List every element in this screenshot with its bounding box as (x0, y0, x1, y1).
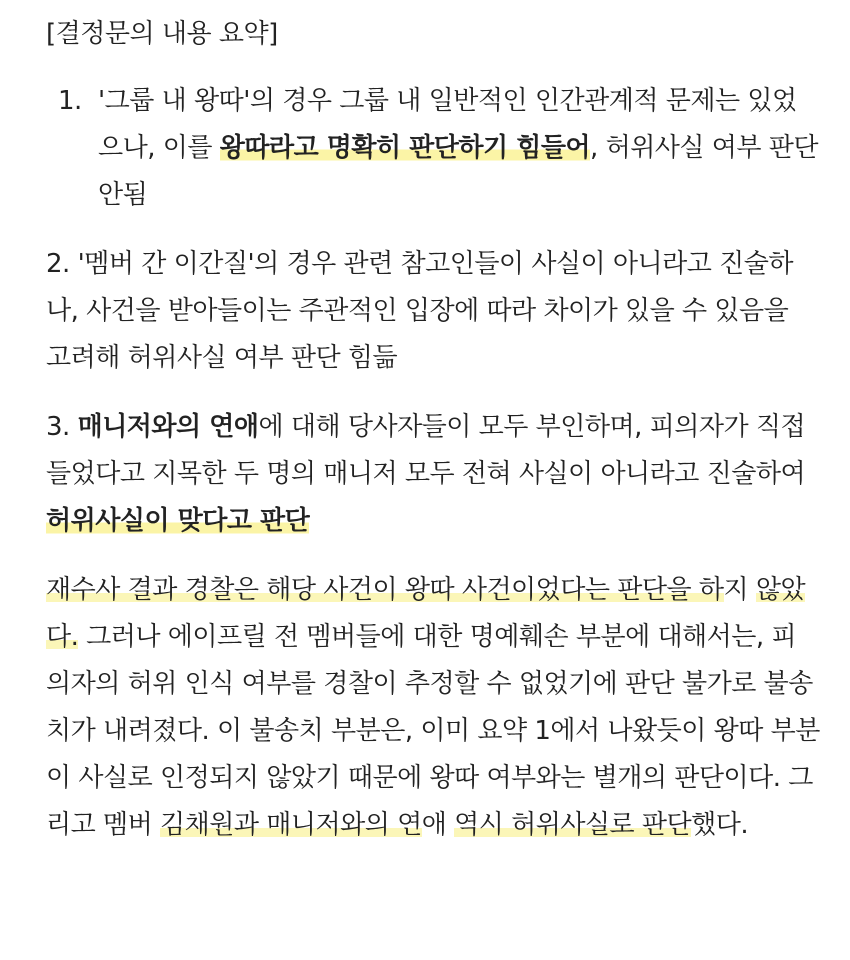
bold-text: 매니저와의 연애 (77, 412, 259, 442)
item-text-part: , 허위사실 여부 판단 안됨 (98, 133, 819, 210)
summary-item-2 (46, 241, 820, 382)
item-number: 1. (58, 86, 82, 116)
highlighted-text: 허위사실이 맞다고 판단 (46, 506, 310, 536)
paragraph-text: 그러나 에이프릴 전 멤버들에 대한 명예훼손 부분에 대해서는, 피의자의 허위 인식 여부를 경찰이 추정할 수 없었기에 판단 불가로 불송치가 내려졌다. 이 불송치 부분은, 이미 요약 1에서 나왔듯이 왕따 부분이 사실로 인정되지 않았기 때문에 왕따 여부와는 별개의 판단이다. 그리고 멤버 (46, 622, 820, 840)
highlighted-text: 재수사 결과 경찰은 해당 사건이 왕따 사건이었다는 판단을 하 (46, 575, 724, 605)
item-text: '멤버 간 이간질'의 경우 관련 참고인들이 사실이 아니라고 진술하나, 사건을 받아들이는 주관적인 입장에 따라 차이가 있을 수 있음을 고려해 허위사실 여부 판단 힘듦 (46, 249, 794, 373)
highlighted-text: 역시 허위사실로 판단 (454, 810, 692, 840)
item-text (98, 78, 820, 219)
highlighted-text: 왕따라고 명확히 판단하기 힘들어 (219, 133, 591, 163)
highlighted-text: 김채원과 매니저와의 연 (160, 810, 422, 840)
summary-heading: [결정문의 내용 요약] (46, 19, 278, 49)
paragraph-text: 지 (723, 575, 756, 605)
highlighted-text: 않았다. (46, 575, 806, 652)
conclusion-paragraph (46, 567, 820, 849)
paragraph-text: 했다. (691, 810, 749, 840)
summary-item-1 (46, 78, 820, 219)
item-text-part: '그룹 내 왕따'의 경우 그룹 내 일반적인 인간관계적 문제는 있었으나, 이를 (98, 86, 797, 163)
paragraph-text: 애 (421, 810, 455, 840)
item-text-part: 에 대해 당사자들이 모두 부인하며, 피의자가 직접 들었다고 지목한 두 명의 매니저 모두 전혀 사실이 아니라고 진술하여 (46, 412, 806, 489)
item-number: 3. (46, 412, 70, 442)
item-number: 2. (46, 249, 70, 279)
summary-item-3 (46, 404, 820, 545)
